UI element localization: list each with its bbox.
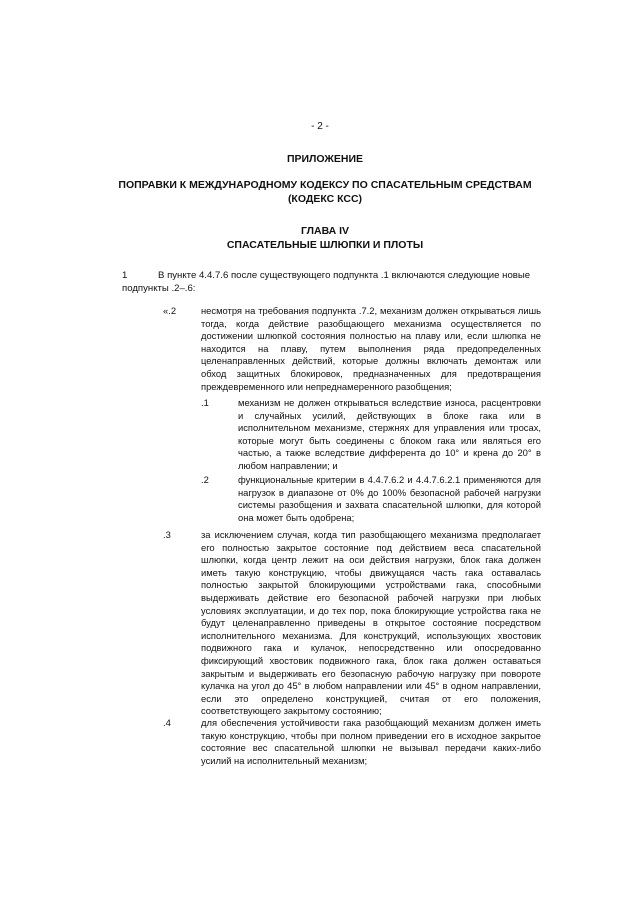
item-text: за исключением случая, когда тип разобщающего механизма предполагает его полностью закрытое состояние под действием веса спасательной шлюпки, когда центр лежит на оси действия нагрузки, блок гака должен иметь такую конструкцию, чтобы движущаяся часть гака оставалась полностью закрытой блокирующими устройствами гака, способными выдерживать действие его безопасной рабочей нагрузки при любых условиях эксплуатации, и до тех пор, пока блокирующие устройства гака не будут целенаправленно приведены в открытое состояние посредством исполнительного механизма. Для конструкций, использующих хвостовик подвижного гака и кулачок, непосредственно или опосредованно фиксирующий хвостовик подвижного гака, блок гака должен оставаться закрытым и выдерживать его безопасную рабочую нагрузку при повороте кулачка на угол до 45° в любом направлении или 45° в одном направлении, если это определено конструкцией, считая от его положения, соответствующего закрытому состоянию; [201, 529, 541, 717]
subitem-text: механизм не должен открываться вследствие износа, расцентровки и случайных усилий, действующих в блоке гака или в исполнительном механизме, стержнях для управления или тросах, которые могут быть соединены с блоком гака или являться его частью, а также вследствие дифферента до 10° и крена до 20° в любом направлении; и [238, 397, 541, 471]
chapter-heading: ГЛАВА IV [300, 225, 350, 237]
amendments-title: ПОПРАВКИ К МЕЖДУНАРОДНОМУ КОДЕКСУ ПО СПАСАТЕЛЬНЫМ СРЕДСТВАМ [118, 179, 532, 191]
item-label: .4 [163, 717, 171, 728]
item-label: «.2 [163, 305, 177, 316]
subitem-label: .1 [201, 397, 209, 408]
intro-paragraph [122, 269, 552, 295]
appendix-title: ПРИЛОЖЕНИЕ [286, 153, 364, 165]
item-label: .3 [163, 529, 171, 540]
intro-text: В пункте 4.4.7.6 после существующего подпункта .1 включаются следующие новые подпункты .2–.6: [122, 270, 531, 294]
subitem-text: функциональные критерии в 4.4.7.6.2 и 4.4.7.6.2.1 применяются для нагрузок в диапазоне от 0% до 100% безопасной рабочей нагрузки системы разобщения и захвата спасательной шлюпки, для которой она может быть одобрена; [238, 474, 541, 523]
item-text: для обеспечения устойчивости гака разобщающий механизм должен иметь такую конструкцию, чтобы при полном приведении его в исходное закрытое состояние вес спасательной шлюпки не вызывал передачи каких-либо усилий на исполнительный механизм; [201, 717, 541, 766]
page-number: - 2 - [311, 121, 329, 132]
code-abbreviation: (КОДЕКС КСС) [287, 193, 363, 205]
subitem-label: .2 [201, 474, 209, 485]
chapter-title: СПАСАТЕЛЬНЫЕ ШЛЮПКИ И ПЛОТЫ [226, 239, 424, 251]
item-text: несмотря на требования подпункта .7.2, механизм должен открываться лишь тогда, когда действие разобщающего механизма осуществляется по достижении шлюпкой состояния полностью на плаву или, если шлюпка не находится на плаву, путем выполнения ряда предопределенных целенаправленных действий, которые должны включать демонтаж или обход защитных блокировок, предназначенных для предотвращения преждевременного или непреднамеренного разобщения; [201, 305, 541, 392]
paragraph-number: 1 [122, 270, 128, 281]
